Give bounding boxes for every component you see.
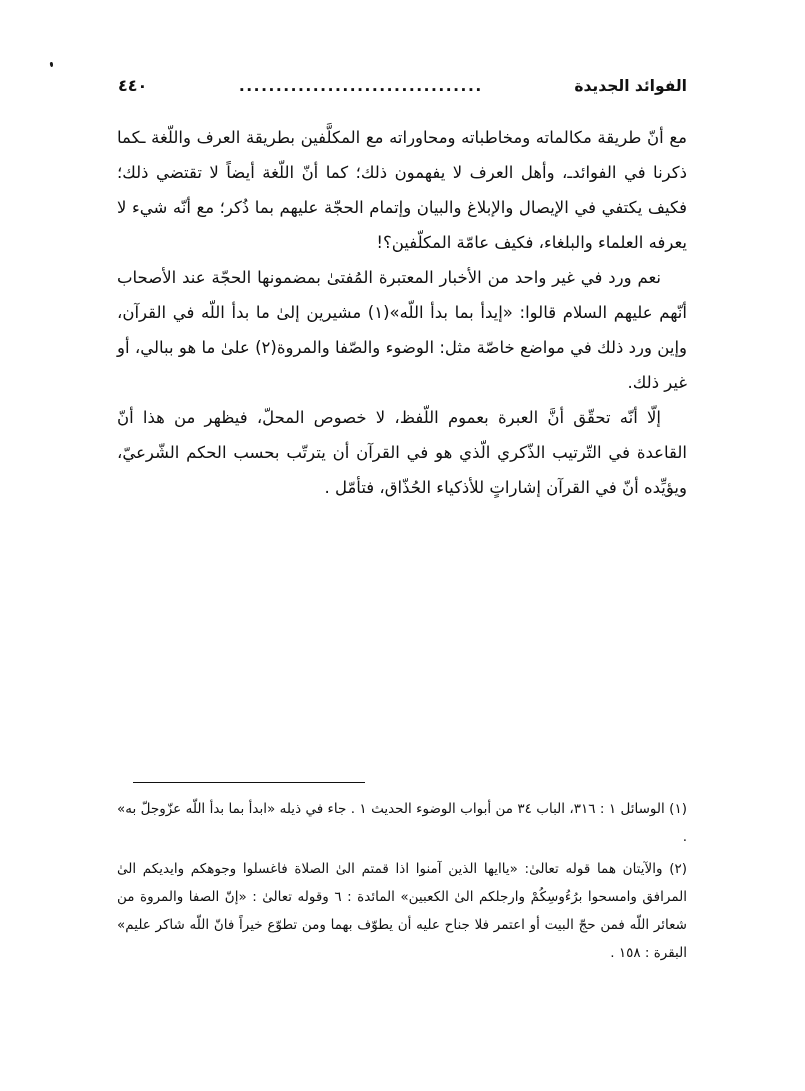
footnotes-section [117,795,687,971]
footnote-item [117,795,687,851]
footnote-marker: (٢) [669,861,688,877]
footnote-item [117,855,687,967]
footnote-marker: (١) [669,801,687,817]
header-dot-leader: ................................. [238,77,483,95]
page-number: ٤٤٠ [118,76,148,95]
paragraph-2: نعم ورد في غير واحد من الأخبار المعتبرة المُفتىٰ بمضمونها الحجّة عند الأصحاب أنّهم عليهم السلام قالوا: «إيدأ بما بدأ اللّه»‌(١) مشيرين إلىٰ ما بدأ اللّه في القرآن، وإين ورد ذلك في مواضع خاصّة مثل: الوضوء والصّفا والمروة‌(٢) علىٰ ما هو ببالي، أو غير ذلك. [117,268,687,392]
scan-artifact-mark [50,62,54,67]
paragraph-1: مع أنّ طريقة مكالماته ومخاطباته ومحاوراته مع المكلَّفين بطريقة العرف واللّغة ـكما ذكرنا في الفوائدـ، وأهل العرف لا يفهمون ذلك؛ كما أنّ اللّغة أيضاً لا تقتضي ذلك؛ فكيف يكتفي في الإيصال والإبلاغ والبيان وإتمام الحجّة عليهم بما ذُكر؛ مع أنّه شيء لا يعرفه العلماء والبلغاء، فكيف عامّة المكلّفين؟! [117,128,687,252]
footnote-text: الوسائل ١ : ٣١٦، الباب ٣٤ من أبواب الوضوء الحديث ١ . جاء في ذيله «ابدأ بما بدأ اللّه عزّوجلّ به» . [117,801,687,845]
body-text [117,120,687,505]
running-head-title: الفوائد الجديدة [574,77,687,95]
paragraph-3: إلّا أنّه تحقّق أنَّ العبرة بعموم اللّفظ، لا خصوص المحلّ، فيظهر من هذا أنّ القاعدة في التّرتيب الذّكري الّذي هو في القرآن أن يترتّب بحسب الحكم الشّرعيّ، ويؤيِّده أنّ في القرآن إشاراتٍ للأذكياء الحُذّاق، فتأمّل . [117,408,687,497]
footnote-text: والآيتان هما قوله تعالىٰ: «ياايها الذين آمنوا اذا قمتم الىٰ الصلاة فاغسلوا وجوهكم وايديكم الىٰ المرافق وامسحوا برُءُوسِكُمْ وارجلكم الىٰ الكعبين» المائدة : ٦ وقوله تعالىٰ : «إنّ الصفا والمروة من شعائر اللّه فمن حجّ البيت أو اعتمر فلا جناح عليه أن يطوّف بهما ومن تطوّع خيراً فانّ اللّه شاكر عليم» البقرة : ١٥٨ . [117,861,687,961]
footnote-separator-rule [133,782,365,783]
page-header [118,76,687,95]
